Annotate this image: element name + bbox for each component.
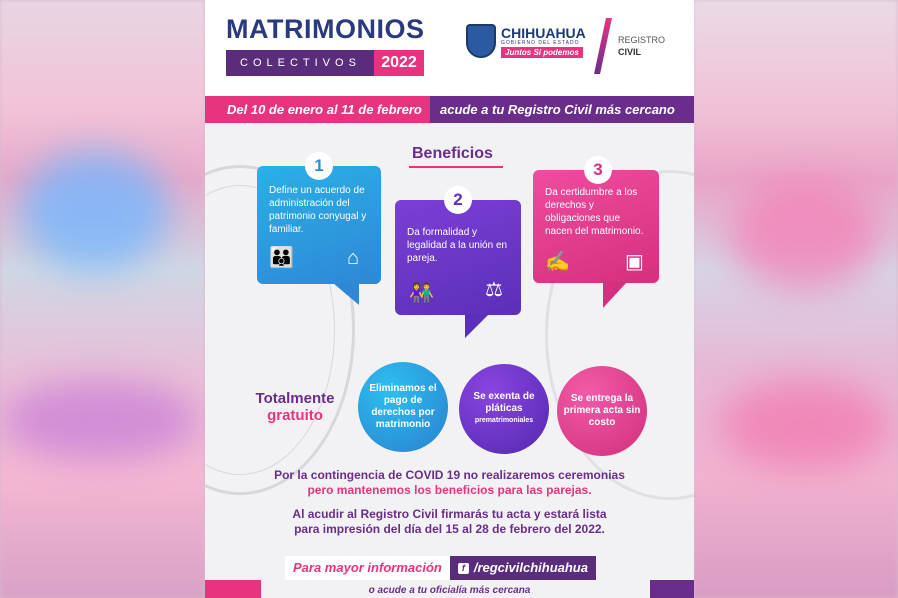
- free-item-2-line1: Se exenta de pláticas: [473, 391, 535, 414]
- state-name: CHIHUAHUA: [501, 25, 586, 41]
- more-info-label: Para mayor información: [285, 556, 450, 580]
- poster-title: MATRIMONIOS: [226, 14, 425, 44]
- card-tail: [465, 314, 489, 338]
- subtitle-bar: [226, 50, 424, 76]
- benefit-text-3: Da certidumbre a los derechos y obligaciones que nacen del matrimonio.: [545, 187, 644, 237]
- covid-notice: [205, 468, 694, 498]
- background-right: [693, 0, 898, 598]
- free-item-1-text: Eliminamos el pago de derechos por matrimonio: [369, 383, 437, 430]
- certificate-icon: ▣: [625, 251, 644, 273]
- registry-slash-logo: [594, 18, 612, 74]
- poster: [205, 0, 694, 598]
- slogan: Juntos Sí podemos: [501, 47, 583, 58]
- certificate-notice: [205, 507, 694, 537]
- blur-blob: [730, 180, 880, 290]
- benefit-number-1: 1: [305, 152, 333, 180]
- free-item-3: [557, 366, 647, 456]
- benefit-card-1: [257, 156, 381, 284]
- acta-line1: Al acudir al Registro Civil firmarás tu acta y estará lista: [292, 507, 607, 521]
- covid-line2: pero mantenemos los beneficios para las parejas.: [307, 483, 592, 497]
- facebook-icon: f: [458, 563, 469, 574]
- free-item-2: [459, 364, 549, 454]
- benefit-number-3: 3: [584, 156, 612, 184]
- totally-free-label: [245, 390, 345, 424]
- blur-blob: [0, 380, 200, 460]
- dates-cta: acude a tu Registro Civil más cercano: [430, 96, 694, 123]
- poster-header: [205, 0, 694, 96]
- facebook-handle: /regcivilchihuahua: [473, 560, 588, 575]
- registry-logo-text: [618, 34, 665, 58]
- benefit-text-2: Da formalidad y legalidad a la unión en pareja.: [407, 227, 508, 264]
- background-left: [0, 0, 205, 598]
- state-tagline: GOBIERNO DEL ESTADO: [501, 40, 580, 46]
- benefit-card-2: [395, 190, 521, 315]
- poster-subtitle: COLECTIVOS: [240, 57, 361, 69]
- scales-icon: ⚖: [485, 279, 503, 301]
- free-line2: gratuito: [267, 407, 323, 424]
- registry-line1: REGISTRO: [618, 35, 666, 45]
- free-item-2-line2: prematrimoniales: [474, 417, 534, 424]
- benefit-card-3: [533, 160, 659, 283]
- benefit-number-2: 2: [444, 186, 472, 214]
- facebook-link[interactable]: [450, 556, 596, 580]
- benefit-text-1: Define un acuerdo de administración del patrimonio conyugal y familiar.: [269, 185, 367, 235]
- free-item-3-text: Se entrega la primera acta sin costo: [563, 393, 641, 428]
- covid-line1: Por la contingencia de COVID 19 no realizaremos ceremonias: [274, 468, 625, 482]
- office-text: o acude a tu oficialía más cercana: [368, 585, 531, 596]
- state-shield-logo: [466, 24, 496, 58]
- family-icon: 👪: [269, 247, 294, 269]
- free-item-1: [358, 362, 448, 452]
- benefits-heading: Beneficios: [412, 145, 493, 162]
- poster-year: 2022: [374, 50, 424, 76]
- benefits-underline: [409, 166, 503, 168]
- card-tail: [603, 282, 627, 308]
- card-tail: [333, 283, 359, 305]
- free-item-2-text: [465, 391, 543, 427]
- more-info-bar: [285, 556, 596, 580]
- blur-blob: [20, 150, 170, 270]
- house-hands-icon: ⌂: [347, 247, 360, 269]
- dates-text: Del 10 de enero al 11 de febrero: [205, 96, 430, 123]
- dates-bar: [205, 96, 694, 123]
- blur-blob: [720, 380, 890, 470]
- free-line1: Totalmente: [255, 390, 335, 407]
- document-signature-icon: ✍: [545, 251, 570, 273]
- couple-icon: 👫: [409, 283, 434, 305]
- registry-line2: CIVIL: [618, 47, 642, 57]
- acta-line2: para impresión del día del 15 al 28 de febrero del 2022.: [294, 522, 605, 536]
